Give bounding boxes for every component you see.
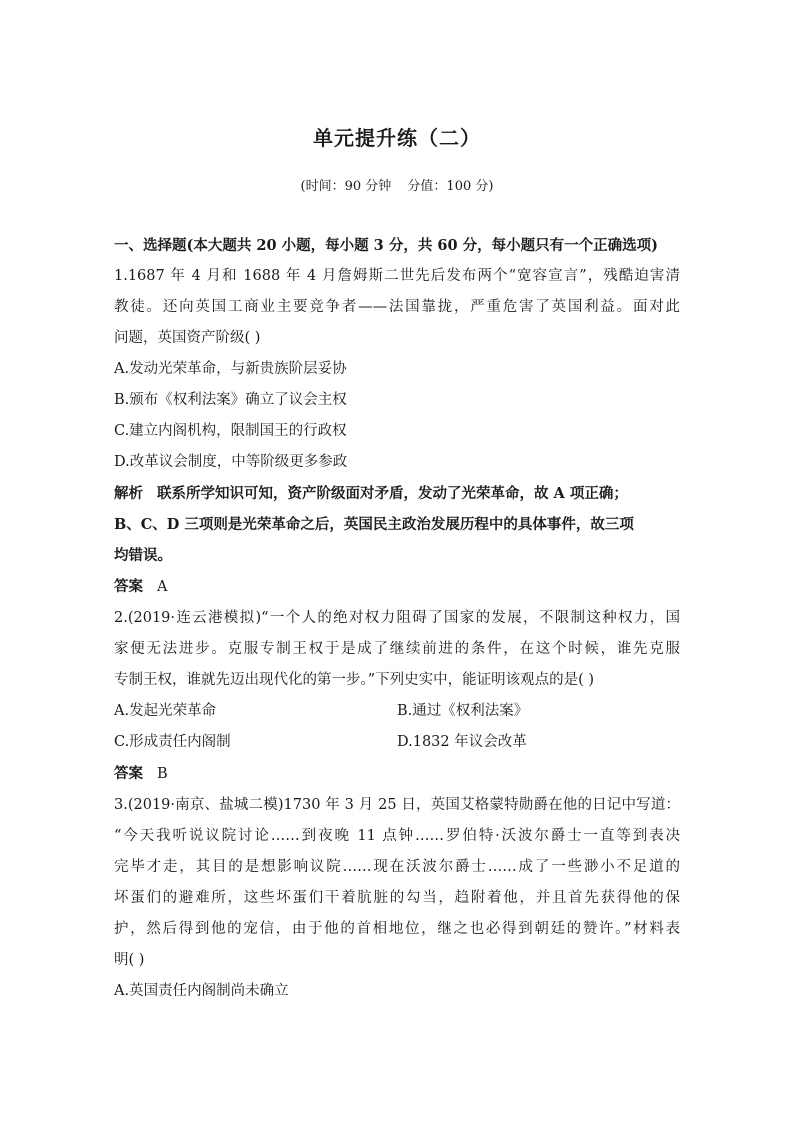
analysis-text: 联系所学知识可知，资产阶级面对矛盾，发动了光荣革命，故 A 项正确； bbox=[157, 485, 628, 502]
time-limit: (时间：90 分钟 bbox=[300, 179, 392, 194]
question-1-stem-line-1: 1.1687 年 4 月和 1688 年 4 月詹姆斯二世先后发布两个“宽容宣言”，残酷迫害清 bbox=[114, 268, 680, 284]
answer-label: 答案 bbox=[114, 578, 143, 595]
answer-value: A bbox=[157, 579, 168, 595]
question-2-options-row-1 bbox=[114, 696, 680, 727]
question-2-option-b: B.通过《权利法案》 bbox=[397, 703, 529, 719]
question-3-option-a: A.英国责任内阁制尚未确立 bbox=[114, 983, 289, 999]
question-2-stem-line-3: 专制王权，谁就先迈出现代化的第一步。”下列史实中，能证明该观点的是( ) bbox=[114, 672, 595, 688]
question-3-stem-line-2: “今天我听说议院讨论……到夜晚 11 点钟……罗伯特·沃波尔爵士一直等到表决 bbox=[114, 828, 680, 844]
question-1-analysis-line-2: B、C、D 三项则是光荣革命之后，英国民主政治发展历程中的具体事件，故三项 bbox=[114, 516, 634, 533]
question-1-analysis-line-1 bbox=[114, 478, 680, 509]
question-1-analysis-line-3: 均错误。 bbox=[114, 547, 172, 564]
section-heading: 一、选择题(本大题共 20 小题，每小题 3 分，共 60 分，每小题只有一个正确选项) bbox=[114, 237, 658, 254]
question-2-stem-line-1: 2.(2019·连云港模拟)“一个人的绝对权力阻碍了国家的发展，不限制这种权力，国 bbox=[114, 610, 680, 626]
question-3 bbox=[114, 790, 680, 1007]
question-2-stem-line-2: 家便无法进步。克服专制王权于是成了继续前进的条件，在这个时候，谁先克服 bbox=[114, 641, 680, 657]
question-2-option-d: D.1832 年议会改革 bbox=[397, 734, 527, 750]
question-2-option-c: C.形成责任内阁制 bbox=[114, 734, 231, 750]
exam-meta bbox=[0, 175, 794, 194]
question-1-option-d: D.改革议会制度，中等阶级更多参政 bbox=[114, 454, 348, 470]
question-2 bbox=[114, 603, 680, 790]
answer-value: B bbox=[157, 766, 168, 782]
question-1-answer bbox=[114, 571, 680, 603]
question-2-option-a: A.发起光荣革命 bbox=[114, 703, 217, 719]
page-title: 单元提升练（二） bbox=[313, 126, 481, 150]
question-1-option-c: C.建立内阁机构，限制国王的行政权 bbox=[114, 423, 347, 439]
question-3-stem-line-6: 明( ) bbox=[114, 952, 145, 968]
question-1-option-b: B.颁布《权利法案》确立了议会主权 bbox=[114, 392, 347, 408]
question-3-stem-line-4: 坏蛋们的避难所，这些坏蛋们干着肮脏的勾当，趋附着他，并且首先获得他的保 bbox=[114, 890, 680, 906]
content bbox=[114, 230, 680, 1007]
question-1-stem-line-2: 教徒。还向英国工商业主要竞争者——法国靠拢，严重危害了英国利益。面对此 bbox=[114, 299, 680, 315]
question-1 bbox=[114, 261, 680, 603]
question-2-answer bbox=[114, 758, 680, 790]
question-2-options-row-2 bbox=[114, 727, 680, 758]
question-3-stem-line-3: 完毕才走，其目的是想影响议院……现在沃波尔爵士……成了一些渺小不足道的 bbox=[114, 859, 680, 875]
question-1-stem-line-3: 问题，英国资产阶级( ) bbox=[114, 330, 261, 346]
total-score: 分值：100 分) bbox=[407, 179, 494, 194]
question-3-stem-line-1: 3.(2019·南京、盐城二模)1730 年 3 月 25 日，英国艾格蒙特勋爵在他的日记中写道： bbox=[114, 797, 680, 813]
question-3-stem-line-5: 护，然后得到他的宠信，由于他的首相地位，继之也必得到朝廷的赞许。”材料表 bbox=[114, 921, 680, 937]
answer-label: 答案 bbox=[114, 765, 143, 782]
question-1-option-a: A.发动光荣革命，与新贵族阶层妥协 bbox=[114, 361, 347, 377]
analysis-label: 解析 bbox=[114, 485, 143, 502]
